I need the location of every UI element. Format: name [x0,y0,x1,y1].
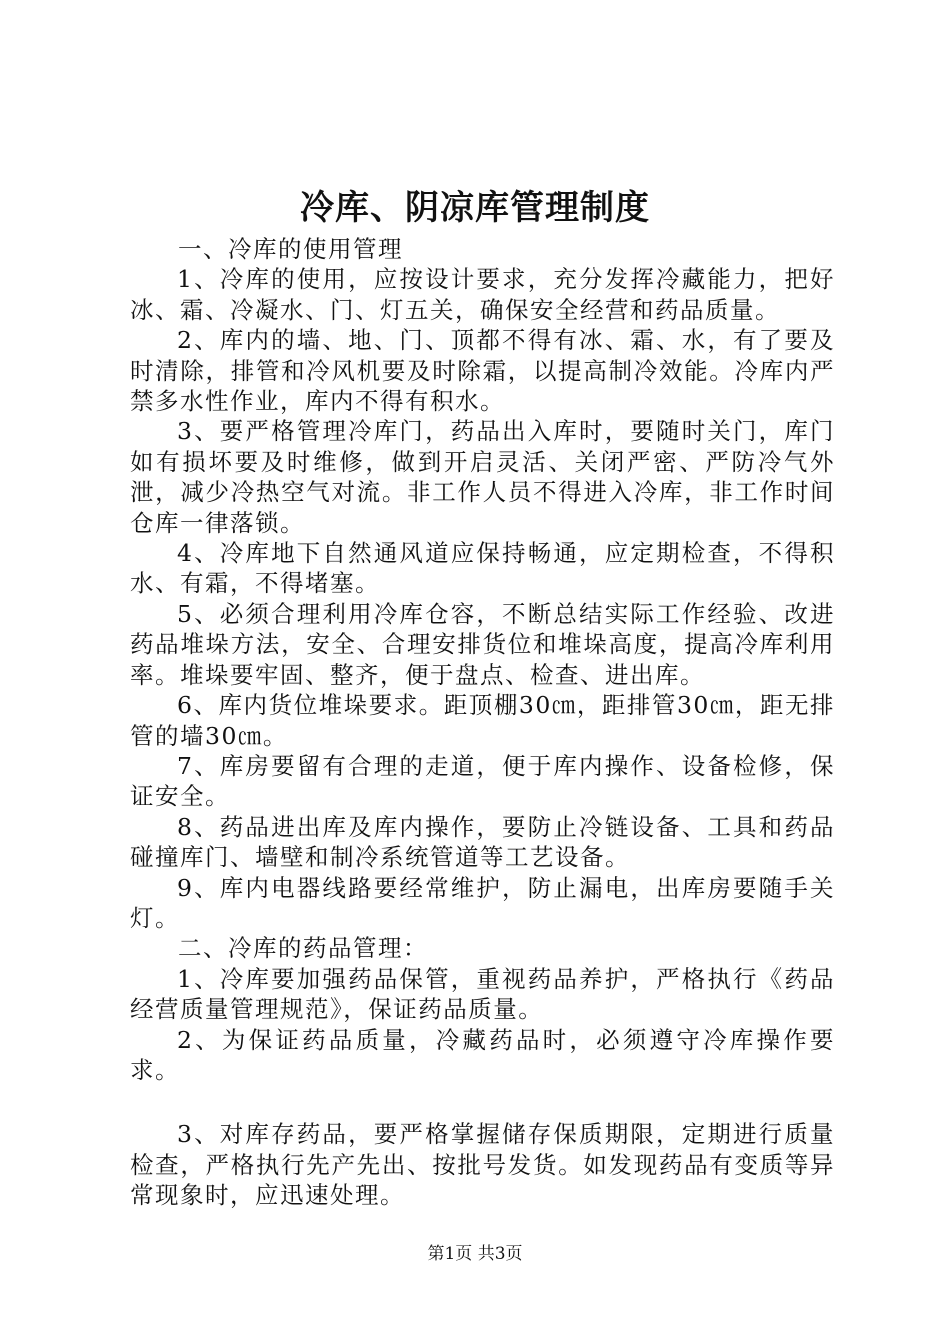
page-title: 冷库、阴凉库管理制度 [300,188,650,228]
paragraph-usage-6: 6、库内货位堆垛要求。距顶棚30㎝，距排管30㎝，距无排管的墙30㎝。 [130,691,835,750]
paragraph-usage-1: 1、冷库的使用，应按设计要求，充分发挥冷藏能力，把好冰、霜、冷凝水、门、灯五关，确保安全经营和药品质量。 [130,265,835,324]
paragraph-usage-5: 5、必须合理利用冷库仓容，不断总结实际工作经验、改进药品堆垛方法，安全、合理安排货位和堆垛高度，提高冷库利用率。堆垛要牢固、整齐，便于盘点、检查、进出库。 [130,599,835,689]
paragraph-usage-7: 7、库房要留有合理的走道，便于库内操作、设备检修，保证安全。 [130,751,835,811]
paragraph-usage-4: 4、冷库地下自然通风道应保持畅通，应定期检查，不得积水、有霜，不得堵塞。 [130,539,835,598]
paragraph-usage-8: 8、药品进出库及库内操作，要防止冷链设备、工具和药品碰撞库门、墙壁和制冷系统管道等工艺设备。 [130,812,835,872]
paragraph-drug-1: 1、冷库要加强药品保管，重视药品养护，严格执行《药品经营质量管理规范》，保证药品质量。 [130,964,835,1024]
paragraph-usage-2: 2、库内的墙、地、门、顶都不得有冰、霜、水，有了要及时清除，排管和冷风机要及时除霜，以提高制冷效能。冷库内严禁多水性作业，库内不得有积水。 [130,326,835,416]
paragraph-gap [130,1085,835,1119]
document-body [130,234,835,1211]
paragraph-usage-3: 3、要严格管理冷库门，药品出入库时，要随时关门，库门如有损坏要及时维修，做到开启灵活、关闭严密、严防冷气外泄，减少冷热空气对流。非工作人员不得进入冷库，非工作时间仓库一律落锁。 [130,417,835,537]
section-heading-drug-management: 二、冷库的药品管理： [178,934,428,963]
paragraph-drug-2: 2、为保证药品质量，冷藏药品时，必须遵守冷库操作要求。 [130,1025,835,1084]
paragraph-usage-9: 9、库内电器线路要经常维护，防止漏电，出库房要随手关灯。 [130,873,835,932]
section-heading-usage: 一、冷库的使用管理 [178,235,403,263]
paragraph-drug-3: 3、对库存药品，要严格掌握储存保质期限，定期进行质量检查，严格执行先产先出、按批号发货。如发现药品有变质等异常现象时，应迅速处理。 [130,1120,835,1210]
page-footer: 第1页 共3页 [427,1244,523,1264]
